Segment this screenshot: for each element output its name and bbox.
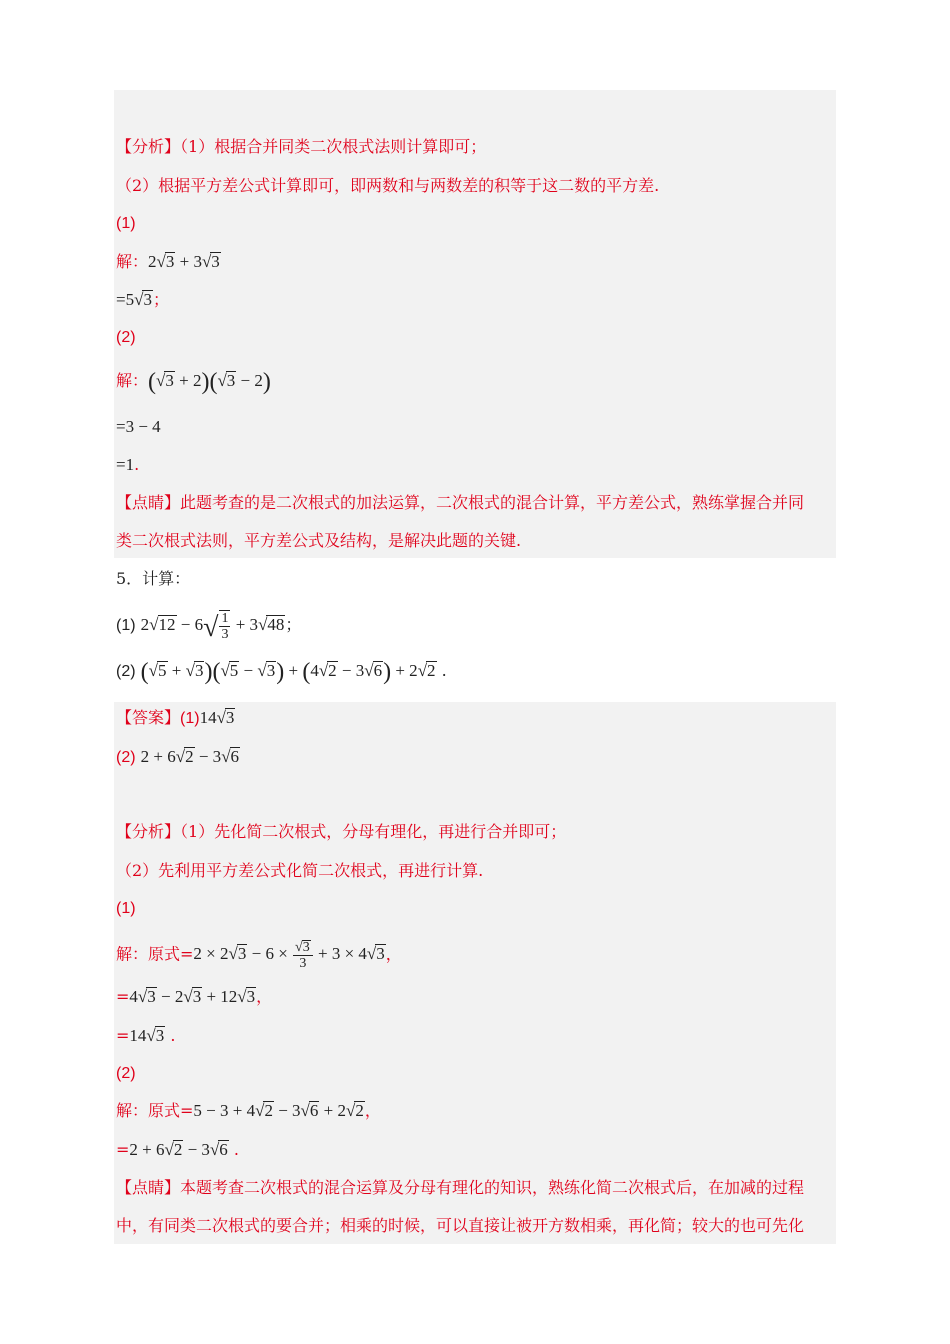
analysis-line-1 [116,136,486,158]
problem-5-part-2: (2) (√5 + √3)(√5 − √3) + (4√2 − 3√6) + 2√2 . [116,659,447,685]
math-expression: 4√3 − 2√3 + 12√3 [129,987,256,1006]
solution-5-1-step-3: =14√3 . [116,1026,176,1045]
review-line-2: 类二次根式法则，平方差公式及结构，是解决此题的关键. [116,531,522,550]
answer-tag: 【答案】 [116,708,181,727]
analysis-tag: 【分析】 [116,822,181,841]
analysis-text-1: （1）根据合并同类二次根式法则计算即可； [180,137,487,156]
part-2-label-b: (2) [116,1065,136,1082]
review-line-2b: 中，有同类二次根式的要合并；相乘的时候，可以直接让被开方数相乘，再化简；较大的也可先化 [116,1216,805,1235]
math-expression: 5 − 3 + 4√2 − 3√6 + 2√2 [193,1101,364,1120]
analysis-tag: 【分析】 [116,137,181,156]
solution-1-step-1: 解：2√3 + 3√3 [116,252,220,271]
math-expression: 2√3 + 3√3 [148,252,220,271]
solution-5-1-step-1: 解：原式=2 × 2√3 − 6 × $\frac{√3}{3}$ + 3 × 4√3， [116,940,402,971]
part-1-label-b: (1) [116,900,136,917]
math-expression: 2 + 6√2 − 3√6 [129,1140,228,1159]
review-line-1: 【点睛】此题考查的是二次根式的加法运算，二次根式的混合计算，平方差公式，熟练掌握合并同 [116,493,805,512]
review-line-1b: 【点睛】本题考查二次根式的混合运算及分母有理化的知识，熟练化简二次根式后，在加减的过程 [116,1178,805,1197]
solution-block-5 [114,702,836,1244]
solution-2-step-2: =3 − 4 [116,417,161,436]
solution-2-step-1: 解：(√3 + 2)(√3 − 2) [116,369,271,395]
math-expression: 14√3 [199,708,235,727]
review-tag: 【点睛】 [116,493,181,512]
part-1-label: (1) [116,215,136,232]
solution-5-1-step-2: =4√3 − 2√3 + 12√3， [116,987,273,1006]
math-expression: (√5 + √3)(√5 − √3) + (4√2 − 3√6) + 2√2 [140,659,436,685]
answer-line-2: (2) 2 + 6√2 − 3√6 [116,747,240,766]
problem-5-part-1: (1) 2√12 − 6√ $\frac{1}{3}$ + 3√48； [116,611,302,643]
part-2-label: (2) [116,329,136,346]
math-expression: 2 + 6√2 − 3√6 [140,747,240,766]
solution-5-2-step-1: 解：原式=5 − 3 + 4√2 − 3√6 + 2√2， [116,1101,381,1120]
solution-2-step-3: =1. [116,455,140,474]
analysis-line-2b: （2）先利用平方差公式化简二次根式，再进行计算. [116,861,484,880]
analysis-line-1b: 【分析】（1）先化简二次根式，分母有理化，再进行合并即可； [116,822,567,841]
math-expression: 14√3 [129,1026,165,1045]
review-tag: 【点睛】 [116,1178,181,1197]
solution-1-step-2: =5√3； [116,290,169,309]
problem-5-title: 5．计算： [116,569,191,588]
math-expression: =5√3 [116,290,152,309]
math-expression: 2 × 2√3 − 6 × $\frac{√3}{3}$ + 3 × 4√3 [193,940,385,971]
solution-block-4 [114,90,836,558]
solution-5-2-step-2: =2 + 6√2 − 3√6 . [116,1140,239,1159]
math-expression: 2√12 − 6√ $\frac{1}{3}$ + 3√48 [140,611,285,643]
analysis-line-2: （2）根据平方差公式计算即可，即两数和与两数差的积等于这二数的平方差. [116,176,660,195]
math-expression: (√3 + 2)(√3 − 2) [148,369,271,395]
answer-line-1: 【答案】(1)14√3 [116,708,235,727]
